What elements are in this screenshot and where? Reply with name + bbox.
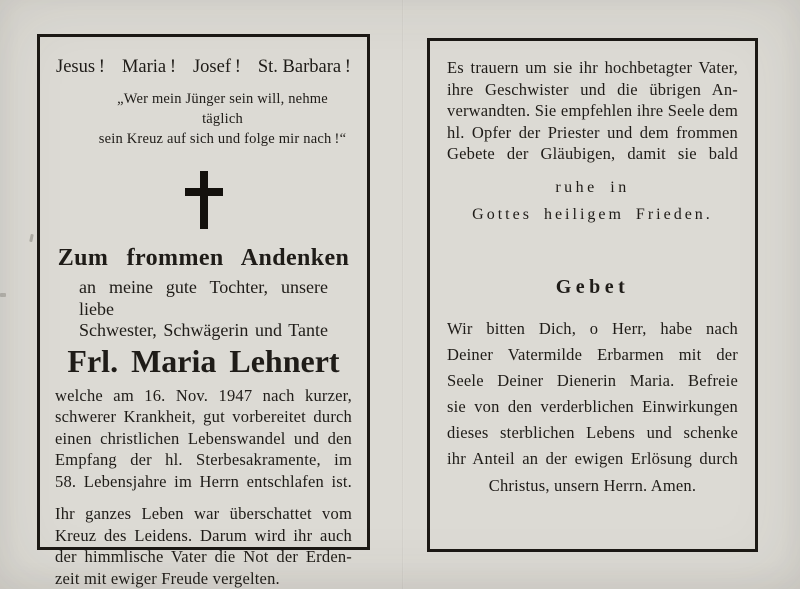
text-line: „Wer mein Jünger sein will, nehme täglich (117, 91, 328, 127)
text-line: der himmlische Vater die Not der Erden- (55, 547, 352, 566)
text-line: Es trauern um sie ihr hochbetagter Vater, (447, 58, 738, 77)
deceased-name: Frl. Maria Lehnert (67, 342, 340, 379)
text-line: sein Kreuz auf sich und folge mir nach !“ (98, 131, 347, 147)
text-line: verwandten. Sie empfehlen ihre Seele dem (447, 101, 738, 120)
invocation-line (54, 57, 353, 78)
prayer-paragraph (447, 316, 738, 472)
text-line: hl. Opfer der Priester und dem frommen (447, 122, 738, 142)
text-line: einen christlichen Lebenswandel und den (55, 428, 352, 448)
text-line: Empfang der hl. Sterbesakramente, im (55, 450, 352, 469)
text-line: Kreuz des Leidens. Darum wird ihr auch (55, 525, 352, 545)
text-line: sie von den verderblichen Einwirkungen (447, 396, 738, 416)
cross-icon (185, 171, 223, 229)
memorial-heading: Zum frommen Andenken (57, 245, 350, 271)
text-line: 58. Lebensjahre im Herrn entschlafen ist. (55, 471, 352, 491)
text-line: welche am 16. Nov. 1947 nach kurzer, (55, 385, 352, 405)
text-line: Schwester, Schwägerin und Tante (79, 320, 328, 340)
rest-line-2: Gottes heiligem Frieden. (472, 205, 713, 223)
invocation-jesus: Jesus ! (56, 57, 105, 77)
text-line: zeit mit ewiger Freude vergelten. (55, 568, 280, 588)
text-line: Wir bitten Dich, o Herr, habe nach (447, 318, 738, 338)
invocation-barbara: St. Barbara ! (257, 57, 351, 77)
text-line: ihr Anteil an der ewigen Erlösung durch (447, 448, 738, 468)
dedication-lines (79, 277, 328, 342)
text-line: Gebete der Gläubigen, damit sie bald (447, 144, 738, 163)
text-line: schwerer Krankheit, gut vorbereitet durch (55, 407, 352, 426)
text-line: Ihr ganzes Leben war überschattet vom (55, 504, 352, 523)
mourning-paragraph (447, 57, 738, 165)
prayer-closing: Christus, unsern Herrn. Amen. (488, 475, 697, 495)
text-line: Deiner Vatermilde Erbarmen mit der (447, 344, 738, 364)
text-line: ihre Geschwister und die übrigen An- (447, 79, 738, 99)
prayer-heading: Gebet (555, 275, 630, 298)
right-page (427, 38, 758, 552)
scan-speck (0, 293, 6, 297)
text-line: dieses sterblichen Lebens und schenke (447, 422, 738, 442)
page-fold-line (402, 0, 404, 589)
rest-line-1: ruhe in (555, 178, 630, 196)
invocation-josef: Josef ! (192, 57, 241, 77)
discipleship-quote (96, 89, 349, 149)
scan-speck (29, 234, 34, 242)
consolation-paragraph (55, 503, 352, 589)
text-line: Seele Deiner Dienerin Maria. Befreie (447, 370, 738, 390)
obituary-paragraph (55, 385, 352, 493)
left-page (37, 34, 370, 588)
text-line: an meine gute Tochter, unsere liebe (79, 277, 328, 319)
invocation-maria: Maria ! (121, 57, 176, 77)
